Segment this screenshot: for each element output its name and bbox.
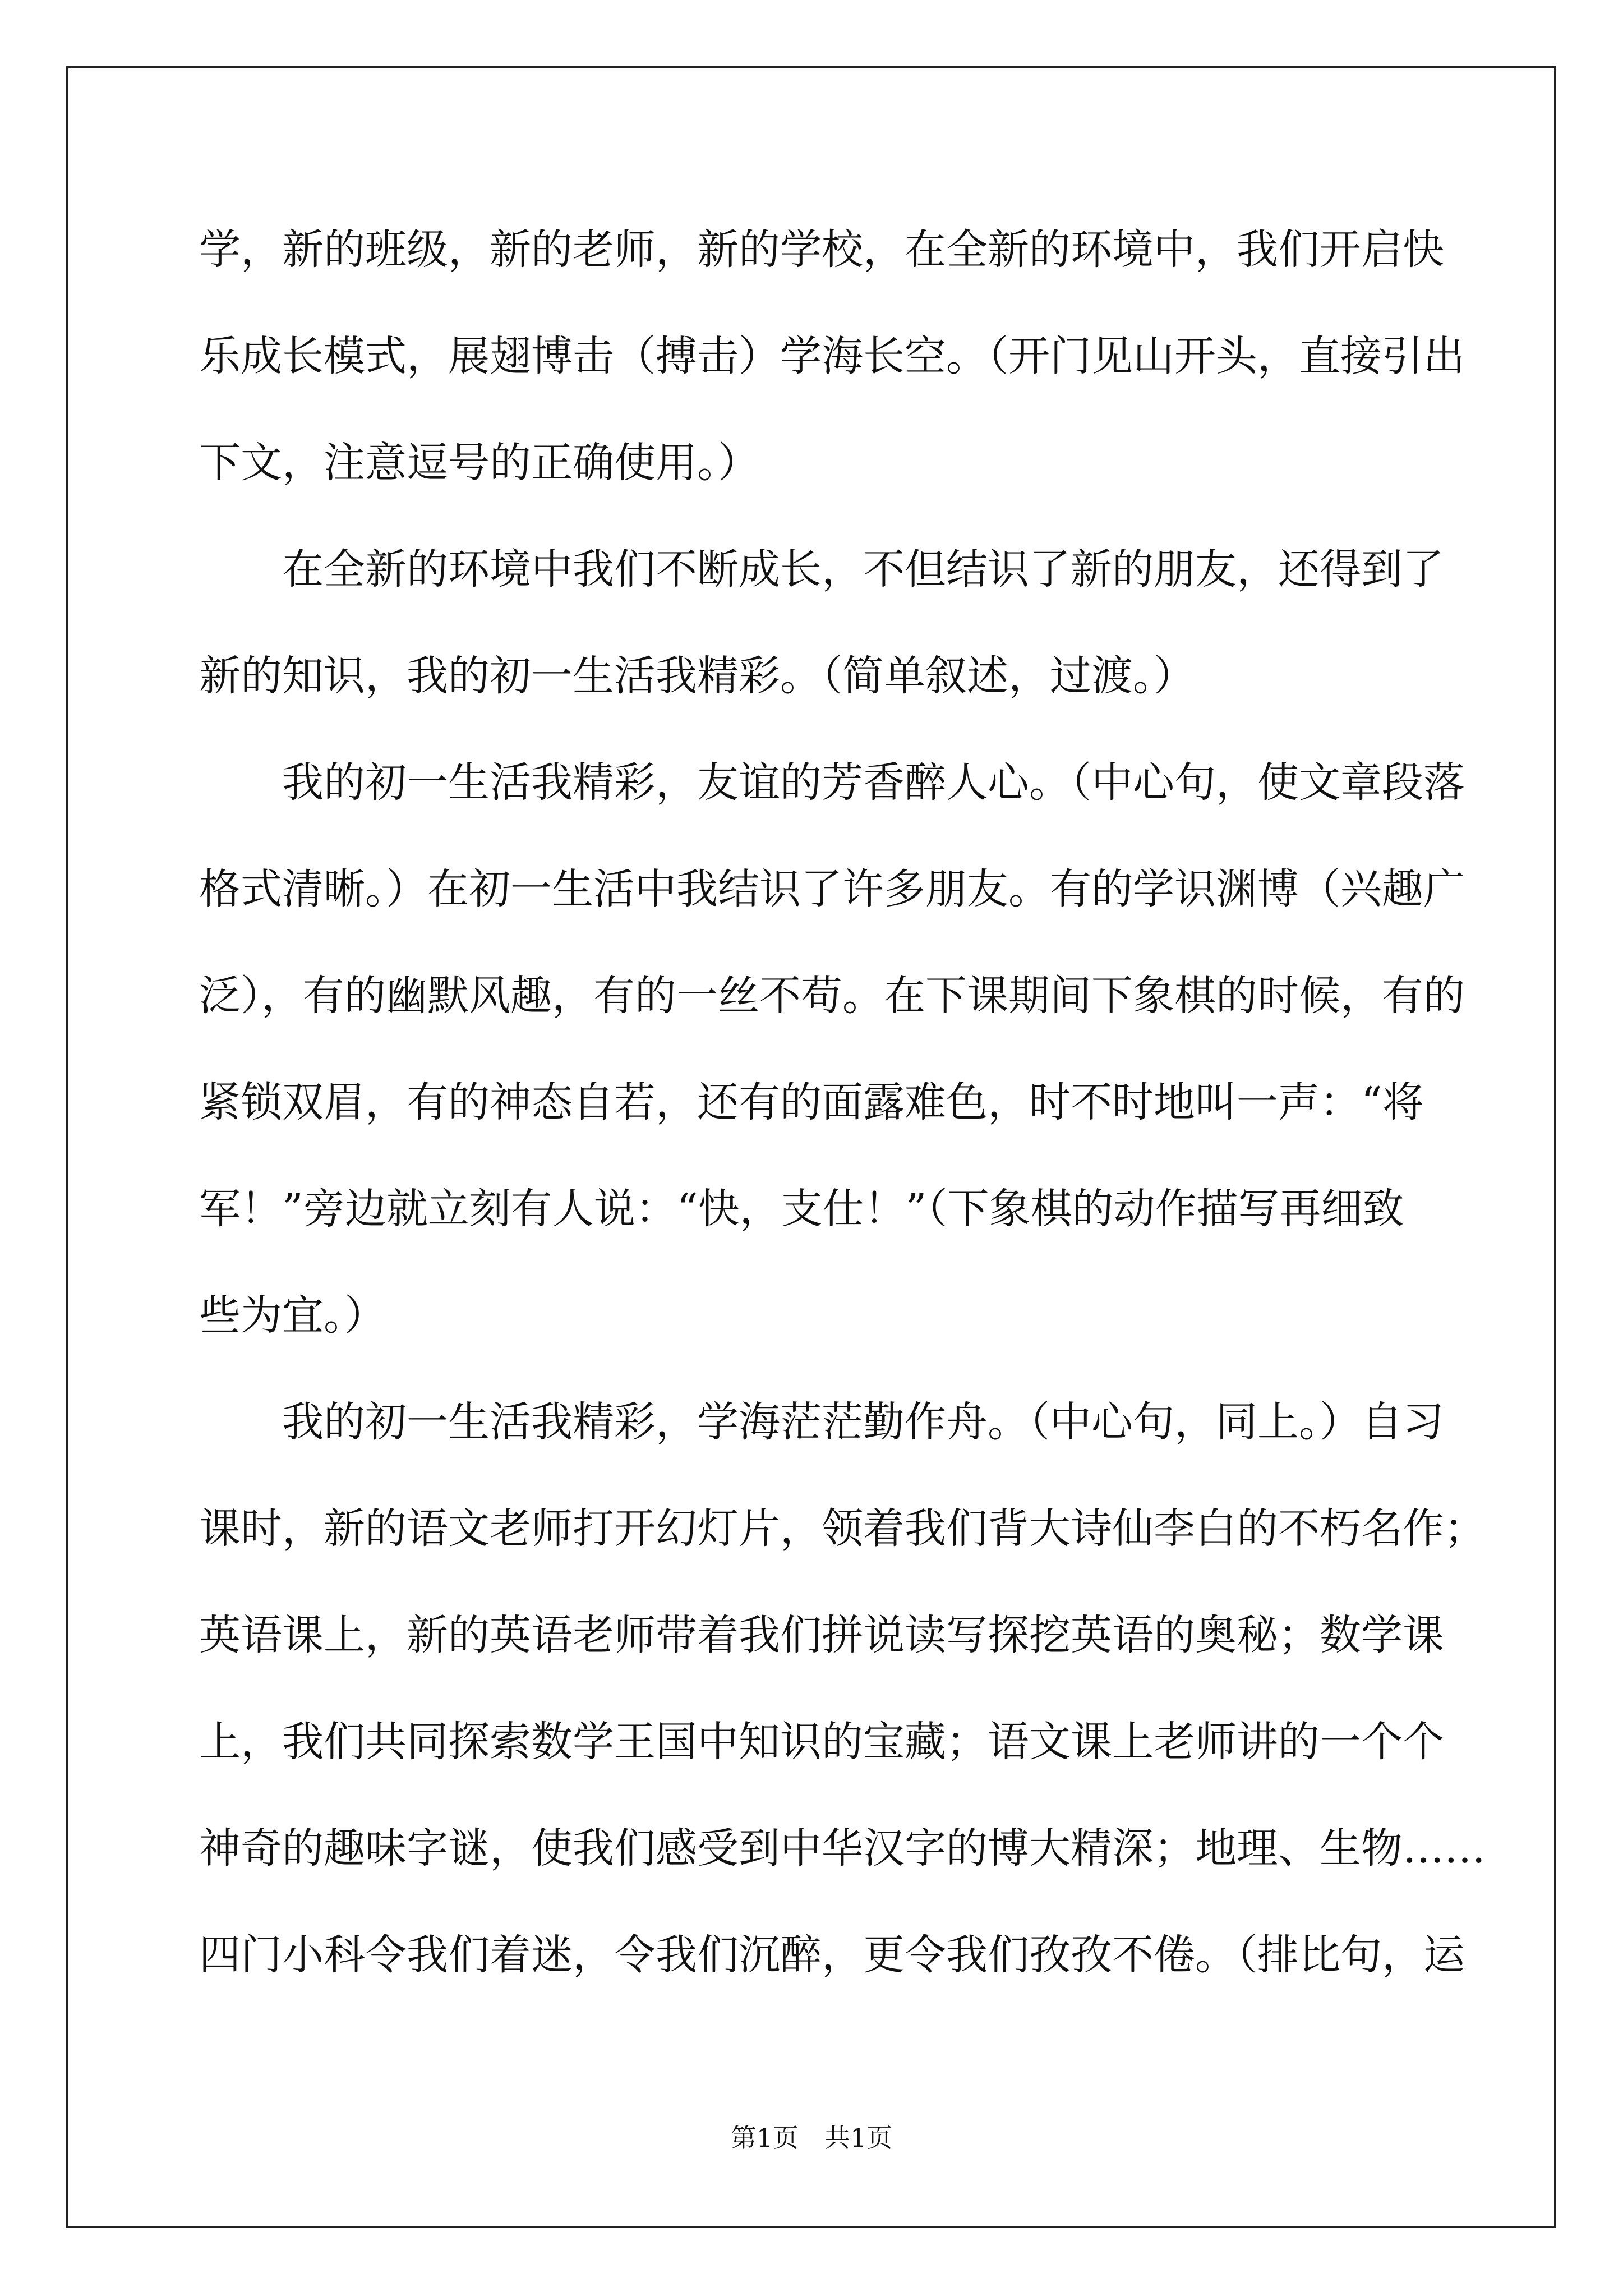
text-line-12: 我的初一生活我精彩，学海茫茫勤作舟。（中心句，同上。）自习 bbox=[282, 1398, 1444, 1446]
text-line-11: 些为宜。） bbox=[199, 1291, 386, 1340]
text-line-15: 上，我们共同探索数学王国中知识的宝藏；语文课上老师讲的一个个 bbox=[199, 1718, 1444, 1766]
page-total: 共1页 bbox=[824, 2123, 893, 2153]
text-line-5: 新的知识，我的初一生活我精彩。（简单叙述，过渡。） bbox=[199, 652, 1195, 700]
text-line-16: 神奇的趣味字谜，使我们感受到中华汉字的博大精深；地理、生物…… bbox=[199, 1824, 1486, 1872]
text-line-3: 下文，注意逗号的正确使用。） bbox=[199, 439, 759, 487]
page-number: 第1页 bbox=[730, 2123, 799, 2153]
text-line-7: 格式清晰。）在初一生活中我结识了许多朋友。有的学识渊博（兴趣广 bbox=[199, 865, 1465, 913]
text-line-8: 泛），有的幽默风趣，有的一丝不苟。在下课期间下象棋的时候，有的 bbox=[199, 972, 1465, 1020]
text-line-9: 紧锁双眉，有的神态自若，还有的面露难色，时不时地叫一声：“将 bbox=[199, 1078, 1424, 1126]
text-line-17: 四门小科令我们着迷，令我们沉醉，更令我们孜孜不倦。（排比句，运 bbox=[199, 1931, 1465, 1979]
text-line-4: 在全新的环境中我们不断成长，不但结识了新的朋友，还得到了 bbox=[282, 545, 1444, 593]
text-line-1: 学，新的班级，新的老师，新的学校，在全新的环境中，我们开启快 bbox=[199, 226, 1444, 274]
document-body bbox=[199, 196, 1486, 2008]
text-line-10: 军！”旁边就立刻有人说：“快，支仕！”（下象棋的动作描写再细致 bbox=[199, 1185, 1404, 1233]
text-line-2: 乐成长模式，展翅博击（搏击）学海长空。（开门见山开头，直接引出 bbox=[199, 332, 1465, 380]
page-footer bbox=[0, 2118, 1623, 2155]
text-line-14: 英语课上，新的英语老师带着我们拼说读写探挖英语的奥秘；数学课 bbox=[199, 1611, 1444, 1659]
text-line-13: 课时，新的语文老师打开幻灯片，领着我们背大诗仙李白的不朽名作； bbox=[199, 1504, 1486, 1553]
text-line-6: 我的初一生活我精彩，友谊的芳香醉人心。（中心句，使文章段落 bbox=[282, 758, 1465, 807]
